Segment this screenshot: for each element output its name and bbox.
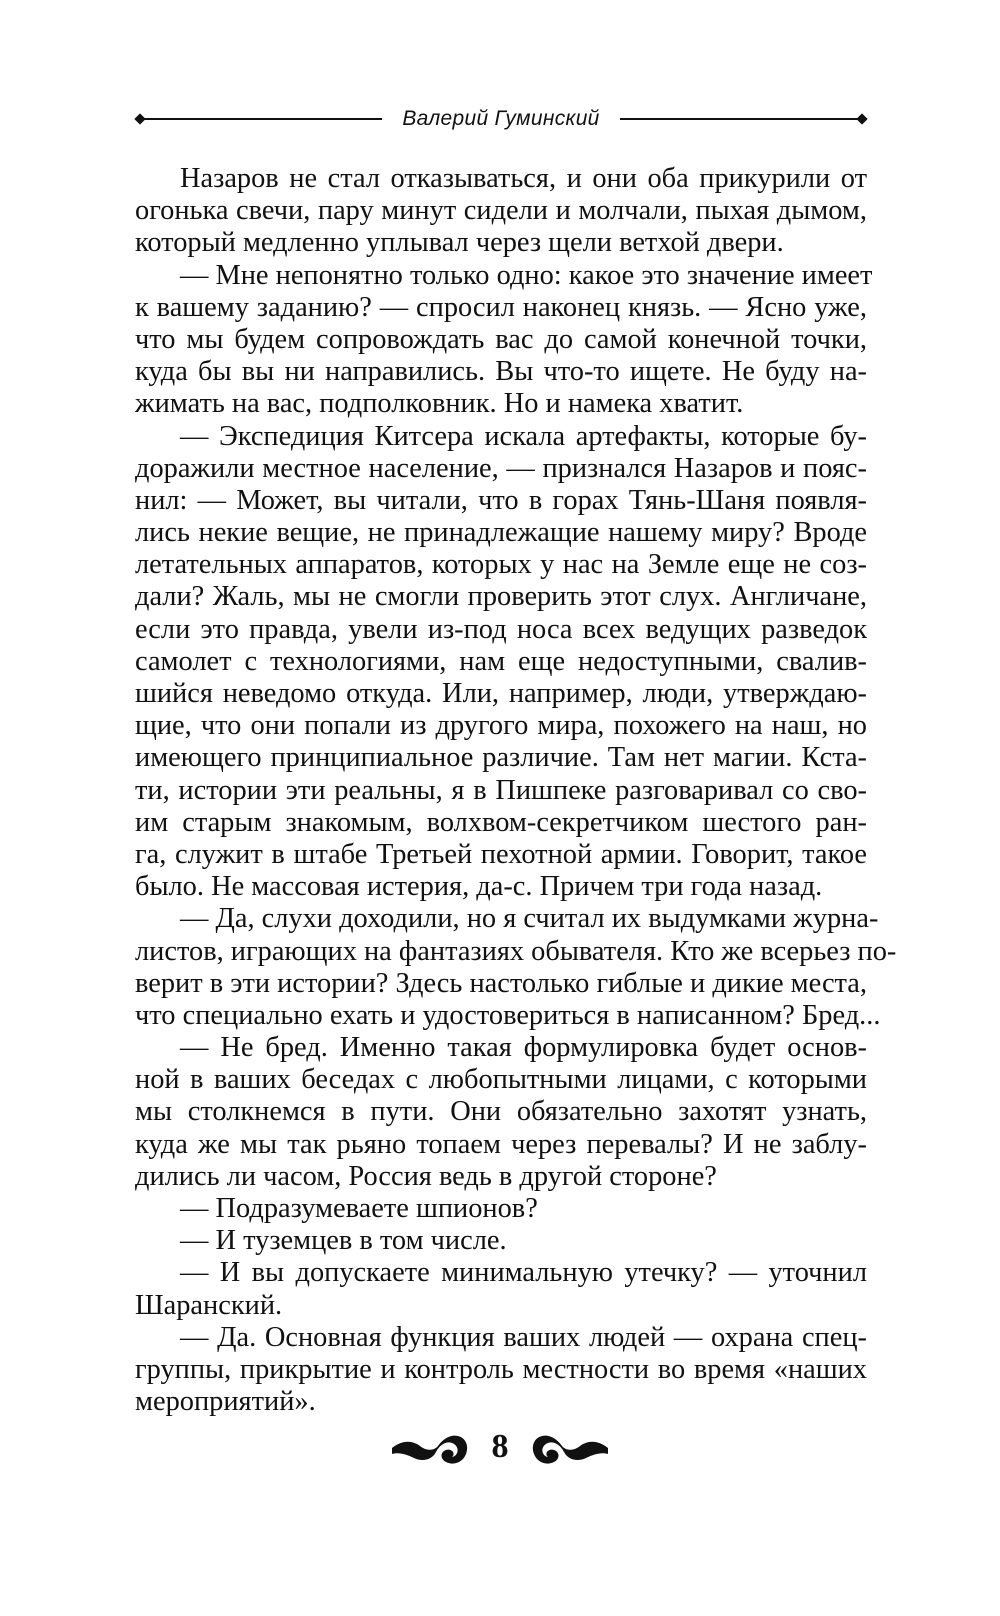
right-scroll-ornament-icon (530, 1426, 610, 1472)
text-line: — Да, слухи доходили, но я считал их выдумками журна- (180, 903, 879, 935)
text-line: огонька свечи, пару минут сидели и молчали, пыхая дымом, (135, 195, 867, 227)
text-line: доражили местное население, — признался Назаров и пояс- (135, 452, 867, 484)
text-line: что специально ехать и удостовериться в написанном? Бред... (135, 999, 881, 1031)
text-line: лись некие вещие, не принадлежащие нашему миру? Вроде (135, 517, 867, 549)
header-rule-right (620, 118, 860, 120)
page-footer (390, 1420, 610, 1484)
text-line: мероприятий». (135, 1386, 316, 1418)
text-line: группы, прикрытие и контроль местности во время «наших (135, 1353, 867, 1385)
text-line: нил: — Может, вы читали, что в горах Тянь-Шаня появля- (135, 484, 867, 516)
text-line: — Экспедиция Китсера искала артефакты, которые бу- (180, 420, 867, 452)
page-number: 8 (491, 1428, 509, 1465)
text-line: листов, играющих на фантазиях обывателя. Кто же всерьез по- (135, 935, 897, 967)
text-line: если это правда, увели из-под носа всех ведущих разведок (135, 613, 867, 645)
text-line: дились ли часом, Россия ведь в другой стороне? (135, 1160, 717, 1192)
text-line: ти, истории эти реальны, я в Пишпеке разговаривал со сво- (135, 774, 867, 806)
text-line: имеющего принципиальное различие. Там нет магии. Кста- (135, 742, 867, 774)
text-line: га, служит в штабе Третьей пехотной армии. Говорит, такое (135, 838, 867, 870)
text-line: к вашему заданию? — спросил наконец князь. — Ясно уже, (135, 291, 867, 323)
text-line: было. Не массовая истерия, да-с. Причем три года назад. (135, 871, 823, 903)
text-line: самолет с технологиями, нам еще недоступными, свалив- (135, 645, 867, 677)
text-line: — Не бред. Именно такая формулировка будет основ- (180, 1032, 867, 1064)
page-body-text (135, 163, 897, 1418)
text-line: куда же мы так рьяно топаем через перевалы? И не заблу- (135, 1128, 867, 1160)
text-line: Шаранский. (135, 1289, 283, 1321)
text-line: летательных аппаратов, которых у нас на Земле еще не соз- (135, 549, 867, 581)
text-line: — Подразумеваете шпионов? (180, 1193, 538, 1224)
text-line: шийся неведомо откуда. Или, например, люди, утверждаю- (135, 678, 867, 709)
text-line: мы столкнемся в пути. Они обязательно захотят узнать, (135, 1096, 867, 1128)
text-line: который медленно уплывал через щели ветхой двери. (135, 227, 784, 259)
text-line: — Да. Основная функция ваших людей — охрана спец- (180, 1321, 867, 1353)
text-line: дали? Жаль, мы не смогли проверить этот слух. Англичане, (135, 581, 867, 613)
text-line: Назаров не стал отказываться, и они оба прикурили от (180, 163, 867, 194)
left-scroll-ornament-icon (390, 1426, 470, 1472)
text-line: жимать на вас, подполковник. Но и намека хватит. (135, 388, 744, 420)
text-line: — И туземцев в том числе. (180, 1225, 507, 1257)
text-line: — Мне непонятно только одно: какое это значение имеет (180, 259, 873, 291)
text-line: ной в ваших беседах с любопытными лицами, с которыми (135, 1064, 867, 1096)
text-line: куда бы вы ни направились. Вы что-то ищете. Не буду на- (135, 356, 867, 388)
text-line: щие, что они попали из другого мира, похожего на наш, но (135, 710, 867, 742)
text-line: что мы будем сопровождать вас до самой конечной точки, (135, 323, 867, 355)
text-line: верит в эти истории? Здесь настолько гиблые и дикие места, (135, 967, 867, 999)
text-line: им старым знакомым, волхвом-секретчиком шестого ран- (135, 806, 867, 838)
running-title: Валерий Гуминский (402, 107, 600, 130)
running-header (136, 104, 866, 134)
text-line: — И вы допускаете минимальную утечку? — уточнил (180, 1257, 867, 1289)
